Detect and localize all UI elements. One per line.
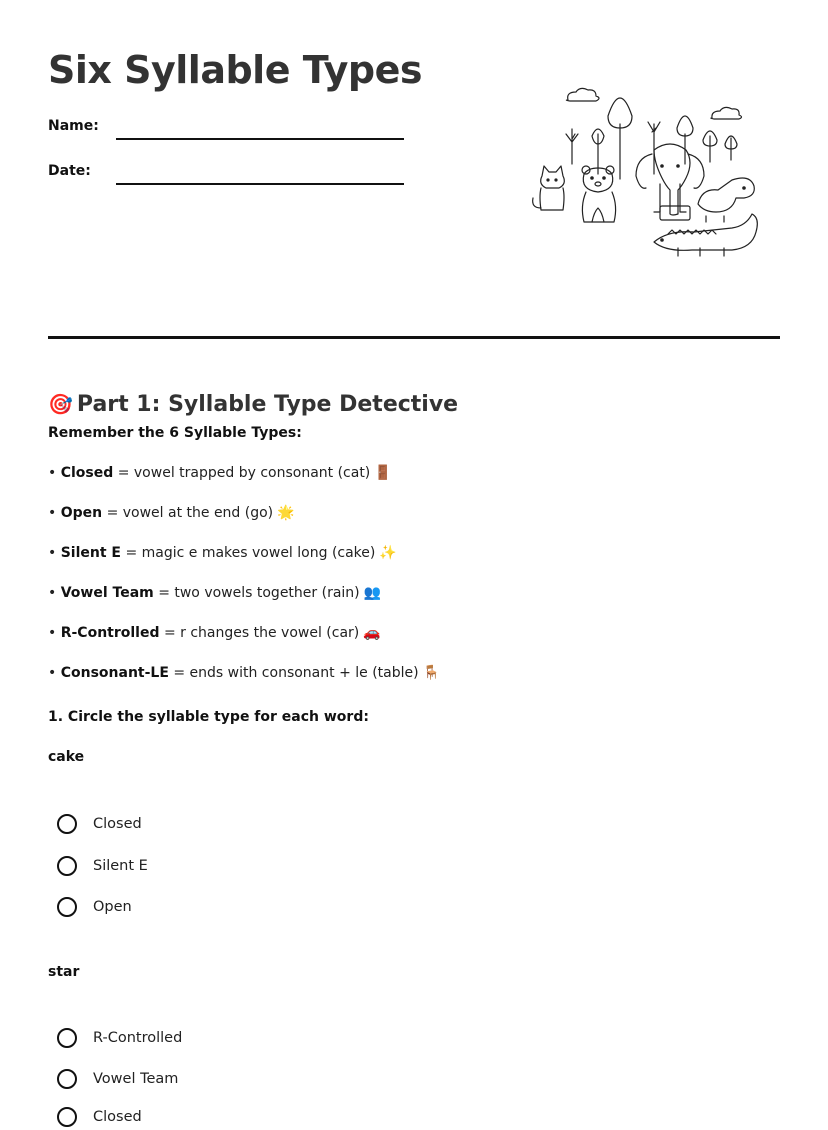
bear-drawing [582,166,616,222]
part-1-heading [48,392,458,417]
sparkles-emoji-icon: ✨ [379,545,397,561]
type-item: • Consonant-LE = ends with consonant + le (table) 🪑 [48,665,441,681]
type-item: • R-Controlled = r changes the vowel (car) 🚗 [48,625,381,641]
car-emoji-icon: 🚗 [363,625,381,641]
type-term: Consonant-LE [60,665,169,681]
option-closed[interactable] [57,811,142,837]
type-item: • Closed = vowel trapped by consonant (cat) 🚪 [48,465,392,481]
cloud-right [711,107,742,119]
option-label: Closed [93,1109,142,1125]
type-desc: = vowel at the end (go) [106,505,274,521]
option-label: Open [93,899,132,915]
option-vowel-team[interactable] [57,1066,178,1092]
worksheet-title: Six Syllable Types [48,48,422,92]
cat-drawing [533,166,565,210]
radio-circle-icon[interactable] [57,1107,77,1127]
type-desc: = magic e makes vowel long (cake) [125,545,376,561]
section-divider [48,336,780,339]
radio-circle-icon[interactable] [57,814,77,834]
radio-circle-icon[interactable] [57,897,77,917]
date-line[interactable] [116,183,404,185]
radio-circle-icon[interactable] [57,1069,77,1089]
option-label: Silent E [93,858,148,874]
type-item: • Vowel Team = two vowels together (rain) 👥 [48,585,382,601]
option-open[interactable] [57,894,132,920]
word-star: star [48,964,80,980]
type-term: Closed [60,465,114,481]
part-1-heading-text: Part 1: Syllable Type Detective [76,392,459,418]
type-desc: = r changes the vowel (car) [163,625,360,641]
chair-emoji-icon: 🪑 [422,665,441,681]
type-desc: = two vowels together (rain) [158,585,360,601]
dino-drawing [698,178,754,222]
remember-label: Remember the 6 Syllable Types: [48,425,302,441]
radio-circle-icon[interactable] [57,1028,77,1048]
option-label: Closed [93,816,142,832]
type-desc: = vowel trapped by consonant (cat) [117,465,371,481]
type-term: Silent E [60,545,121,561]
option-silent-e[interactable] [57,853,148,879]
name-label: Name: [48,118,99,134]
date-field[interactable] [48,163,408,193]
syllable-types-list [48,465,440,705]
type-desc: = ends with consonant + le (table) [173,665,419,681]
tree-1 [566,129,578,164]
people-emoji-icon: 👥 [363,585,382,601]
option-label: R-Controlled [93,1030,183,1046]
door-emoji-icon: 🚪 [374,465,392,481]
tree-7 [725,136,737,160]
question-1: 1. Circle the syllable type for each word: [48,709,369,725]
type-term: Open [60,505,103,521]
radio-circle-icon[interactable] [57,856,77,876]
tree-4 [648,122,660,174]
type-term: Vowel Team [60,585,154,601]
star-emoji-icon: 🌟 [277,505,295,521]
name-line[interactable] [116,138,404,140]
target-emoji-icon: 🎯 [48,392,73,417]
option-label: Vowel Team [93,1071,179,1087]
option-r-controlled[interactable] [57,1025,182,1051]
tree-5 [677,116,693,164]
word-cake: cake [48,749,85,765]
type-term: R-Controlled [60,625,160,641]
tree-6 [703,131,717,162]
elephant-drawing [636,144,704,220]
option-closed[interactable] [57,1104,142,1130]
type-item: • Open = vowel at the end (go) 🌟 [48,505,295,521]
animals-illustration [528,84,760,274]
tree-2 [592,129,604,174]
cloud-left [566,88,599,101]
date-label: Date: [48,163,91,179]
name-field[interactable] [48,118,408,148]
type-item: • Silent E = magic e makes vowel long (cake) ✨ [48,545,397,561]
